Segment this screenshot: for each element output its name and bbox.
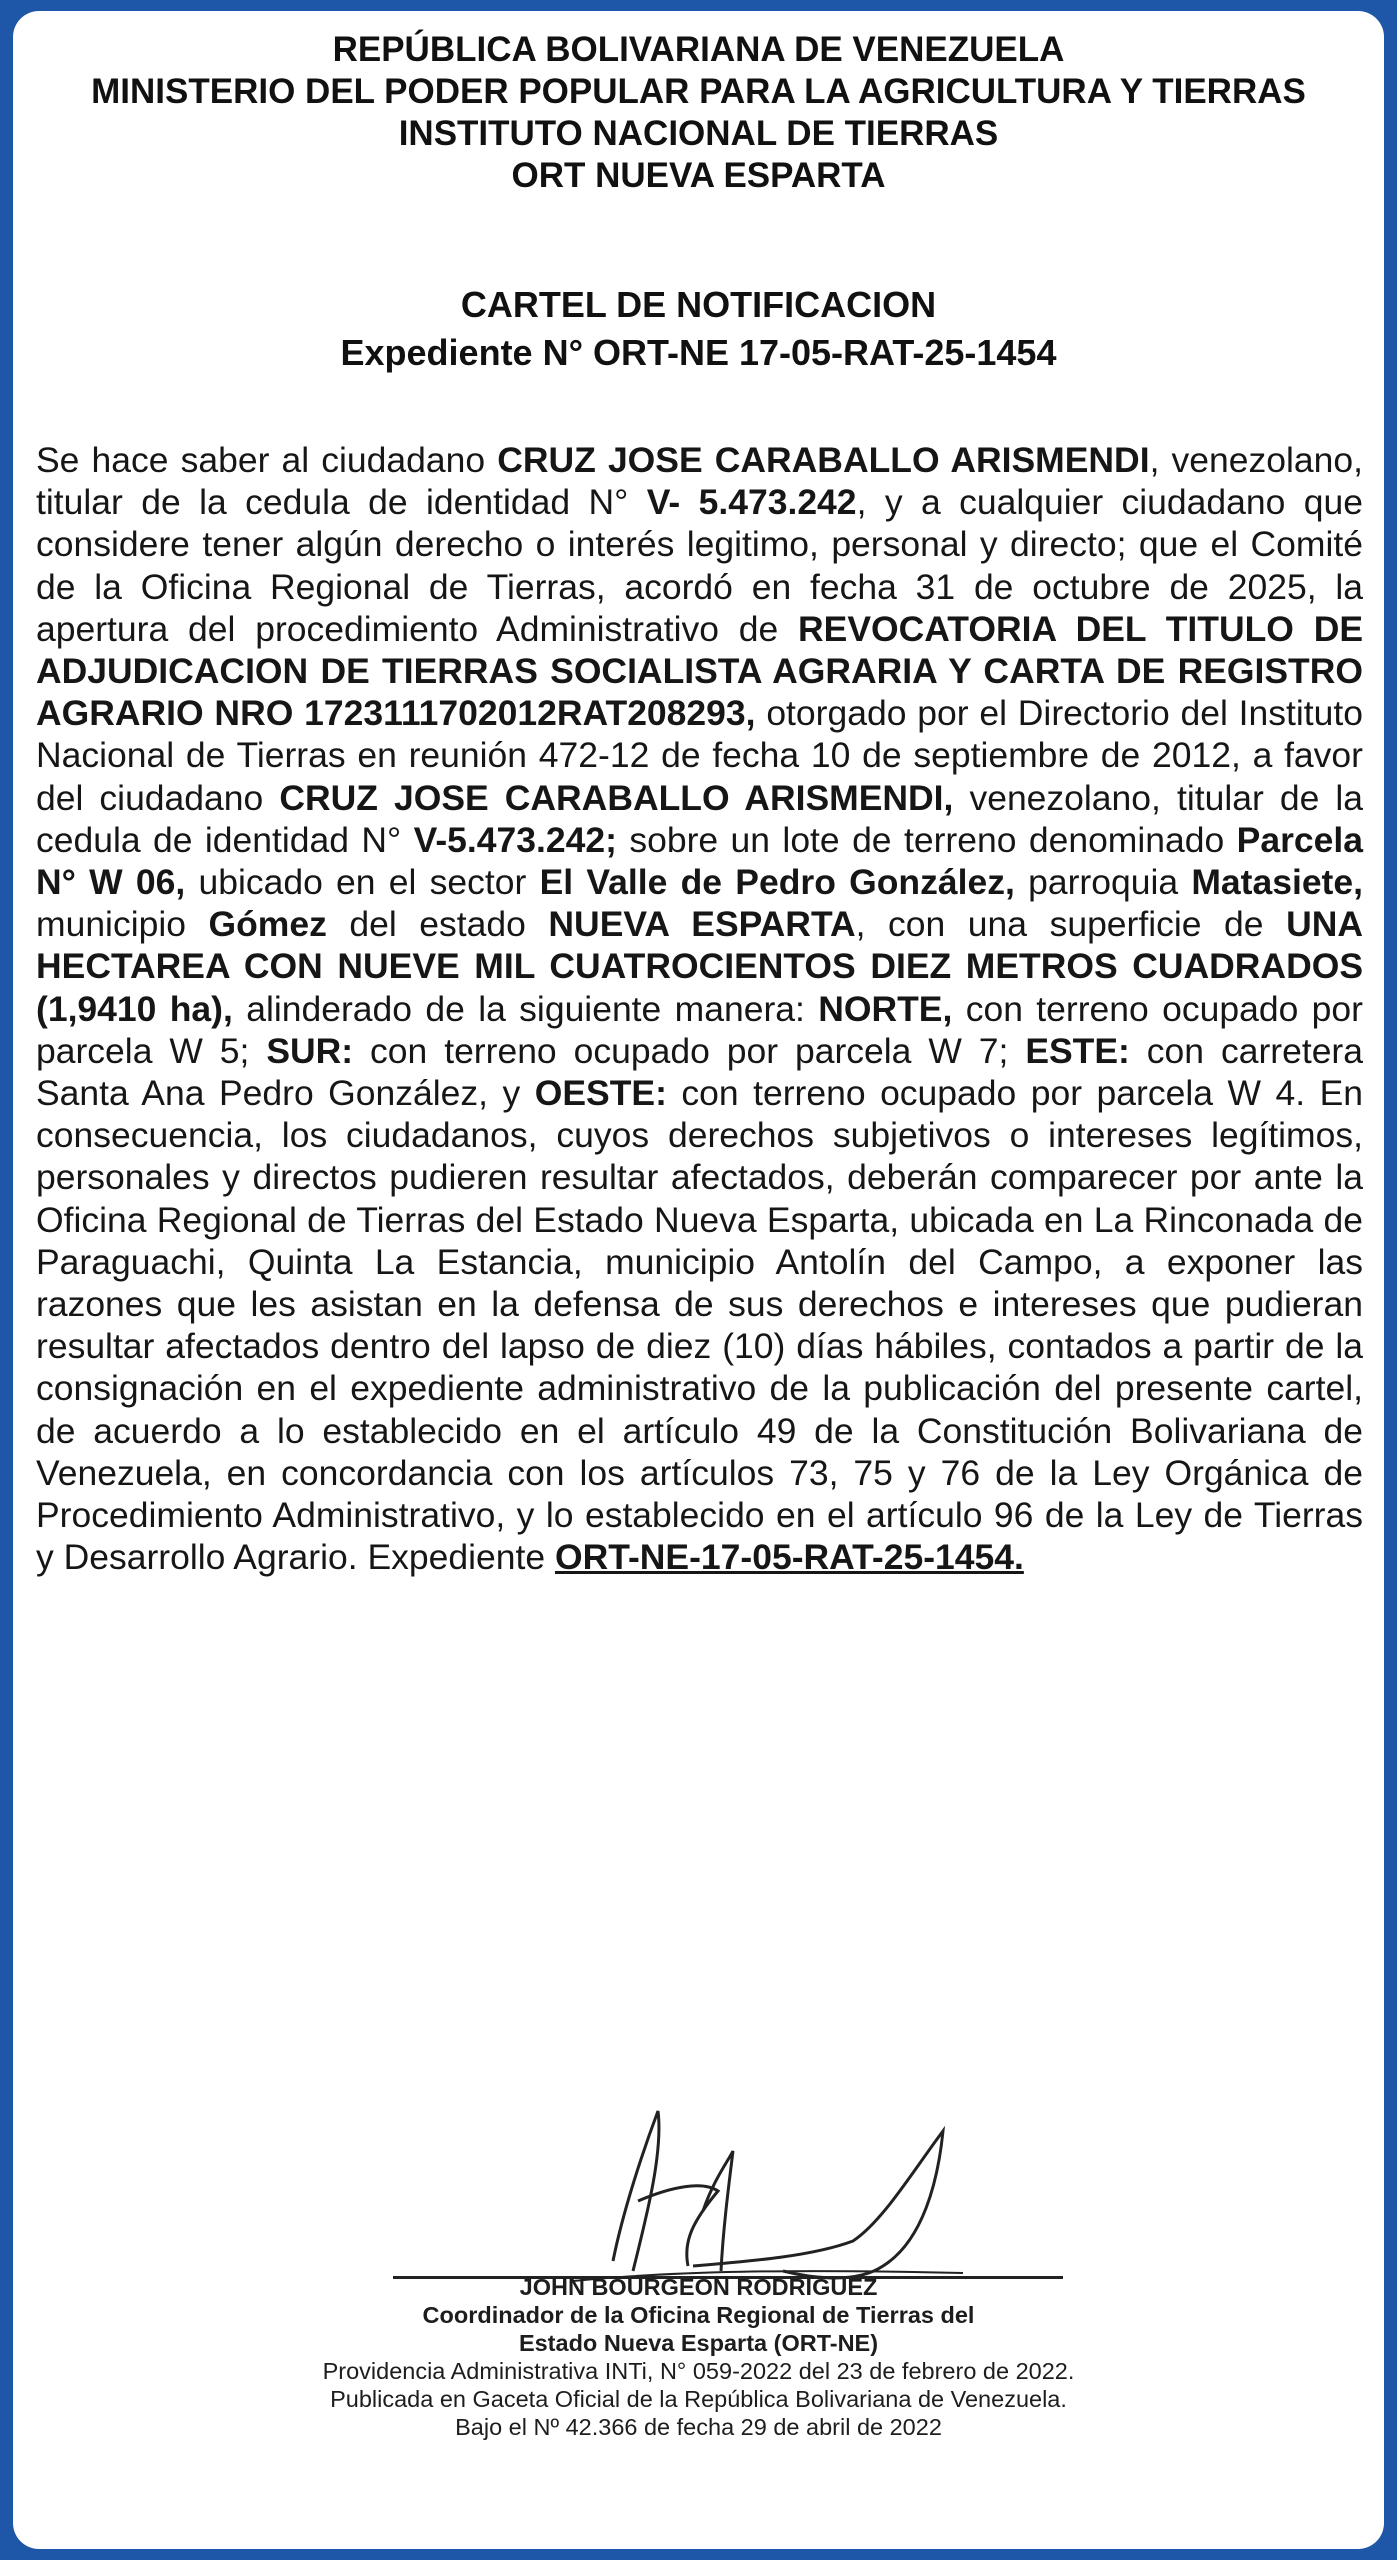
body-text: , y a cualquier ciudadano que considere tener algún derecho o interés legitimo, personal y directo; que el Comité de la Oficina Regional de Tierras, acordó en fecha 31 de octubre de 2025, la apertura del procedimiento Administrativo de xyxy=(36,482,1364,649)
land-area: UNA HECTAREA CON NUEVE MIL CUATROCIENTOS DIEZ METROS CUADRADOS (1,9410 ha), xyxy=(36,904,1363,1029)
gaceta-reference: Publicada en Gaceta Oficial de la República Bolivariana de Venezuela. xyxy=(330,2386,1067,2412)
header-ministry: MINISTERIO DEL PODER POPULAR PARA LA AGRICULTURA Y TIERRAS xyxy=(91,72,1306,111)
body-text: ubicado en el sector xyxy=(185,862,540,903)
boundary-north: NORTE, xyxy=(818,988,953,1029)
body-text: con terreno ocupado por parcela W 7; xyxy=(353,1030,1026,1071)
citizen-name: CRUZ JOSE CARABALLO ARISMENDI, xyxy=(279,777,954,818)
procedure-type: REVOCATORIA DEL TITULO DE ADJUDICACION DE TIERRAS SOCIALISTA AGRARIA Y CARTA DE REGISTRO AGRARIO NRO 1723111702012RAT208293, xyxy=(36,608,1364,734)
body-text: con terreno ocupado por parcela W 5; xyxy=(36,988,1363,1071)
body-text: Se hace saber al ciudadano xyxy=(36,440,498,480)
id-number: V-5.473.242; xyxy=(413,819,617,860)
body-text: venezolano, titular de la cedula de identidad N° xyxy=(36,777,1364,860)
signatory-title: Coordinador de la Oficina Regional de Tierras del xyxy=(422,2302,975,2328)
body-text: con terreno ocupado por parcela W 4. En consecuencia, los ciudadanos, cuyos derechos subjetivos o intereses legítimos, personales y directos pudieren resultar afectados, deberán comparecer por ante la Oficina Regional de Tierras del Estado Nueva Esparta, ubicada en La Rinconada de Paraguachi, Quinta La Estancia, municipio Antolín del Campo, a exponer las razones que les asistan en la defensa de sus derechos e intereses que pudieran resultar afectados dentro del lapso de diez (10) días hábiles, contados a partir de la consignación en el expediente administrativo de la publicación del presente cartel, de acuerdo a lo establecido en el artículo 49 de la Constitución Bolivariana de Venezuela, en concordancia con los artículos 73, 75 y 76 de la Ley Orgánica de Procedimiento Administrativo, y lo establecido en el artículo 96 de la Ley de Tierras y Desarrollo Agrario. Expediente xyxy=(36,1073,1363,1578)
sector-name: El Valle de Pedro González, xyxy=(539,862,1015,903)
expediente-number: Expediente N° ORT-NE 17-05-RAT-25-1454 xyxy=(340,332,1057,373)
boundary-west: OESTE: xyxy=(534,1073,667,1114)
notice-title: CARTEL DE NOTIFICACION xyxy=(460,284,937,325)
notice-title-block xyxy=(13,281,1384,377)
boundary-east: ESTE: xyxy=(1025,1030,1130,1071)
body-text: del estado xyxy=(326,904,549,945)
document-header xyxy=(13,29,1384,197)
boundary-south: SUR: xyxy=(266,1030,354,1071)
handwritten-signature xyxy=(553,2091,973,2291)
parish-name: Matasiete, xyxy=(1191,862,1363,903)
body-text: alinderado de la siguiente manera: xyxy=(232,988,819,1029)
body-text: otorgado por el Directorio del Instituto Nacional de Tierras en reunión 472-12 de fecha 10 de septiembre de 2012, a favor del ciudadano xyxy=(36,693,1363,818)
body-text: , con una superficie de xyxy=(855,904,1287,945)
notice-panel xyxy=(13,11,1384,2549)
signatory-block xyxy=(13,2273,1384,2441)
header-office: ORT NUEVA ESPARTA xyxy=(511,156,886,195)
body-text: sobre un lote de terreno denominado xyxy=(616,819,1237,860)
signatory-name: JOHN BOURGEON RODRIGUEZ xyxy=(519,2274,878,2300)
parcel-name: Parcela N° W 06, xyxy=(36,819,1363,903)
body-text: municipio xyxy=(36,904,209,945)
citizen-name: CRUZ JOSE CARABALLO ARISMENDI xyxy=(497,440,1150,480)
gaceta-number: Bajo el Nº 42.366 de fecha 29 de abril de 2022 xyxy=(455,2414,942,2440)
notice-body xyxy=(36,439,1363,1578)
body-text: con carretera Santa Ana Pedro González, y xyxy=(36,1030,1364,1114)
municipality-name: Gómez xyxy=(208,904,327,945)
body-text: , venezolano, titular de la cedula de identidad N° xyxy=(36,440,1363,523)
expediente-reference: ORT-NE-17-05-RAT-25-1454. xyxy=(554,1537,1024,1578)
state-name: NUEVA ESPARTA xyxy=(548,904,856,945)
body-text: parroquia xyxy=(1014,862,1192,903)
header-republic: REPÚBLICA BOLIVARIANA DE VENEZUELA xyxy=(332,30,1065,69)
signatory-title-office: Estado Nueva Esparta (ORT-NE) xyxy=(518,2330,879,2356)
providencia-reference: Providencia Administrativa INTi, N° 059-2022 del 23 de febrero de 2022. xyxy=(322,2358,1075,2384)
header-institute: INSTITUTO NACIONAL DE TIERRAS xyxy=(398,114,999,153)
id-number: V- 5.473.242 xyxy=(646,482,857,523)
